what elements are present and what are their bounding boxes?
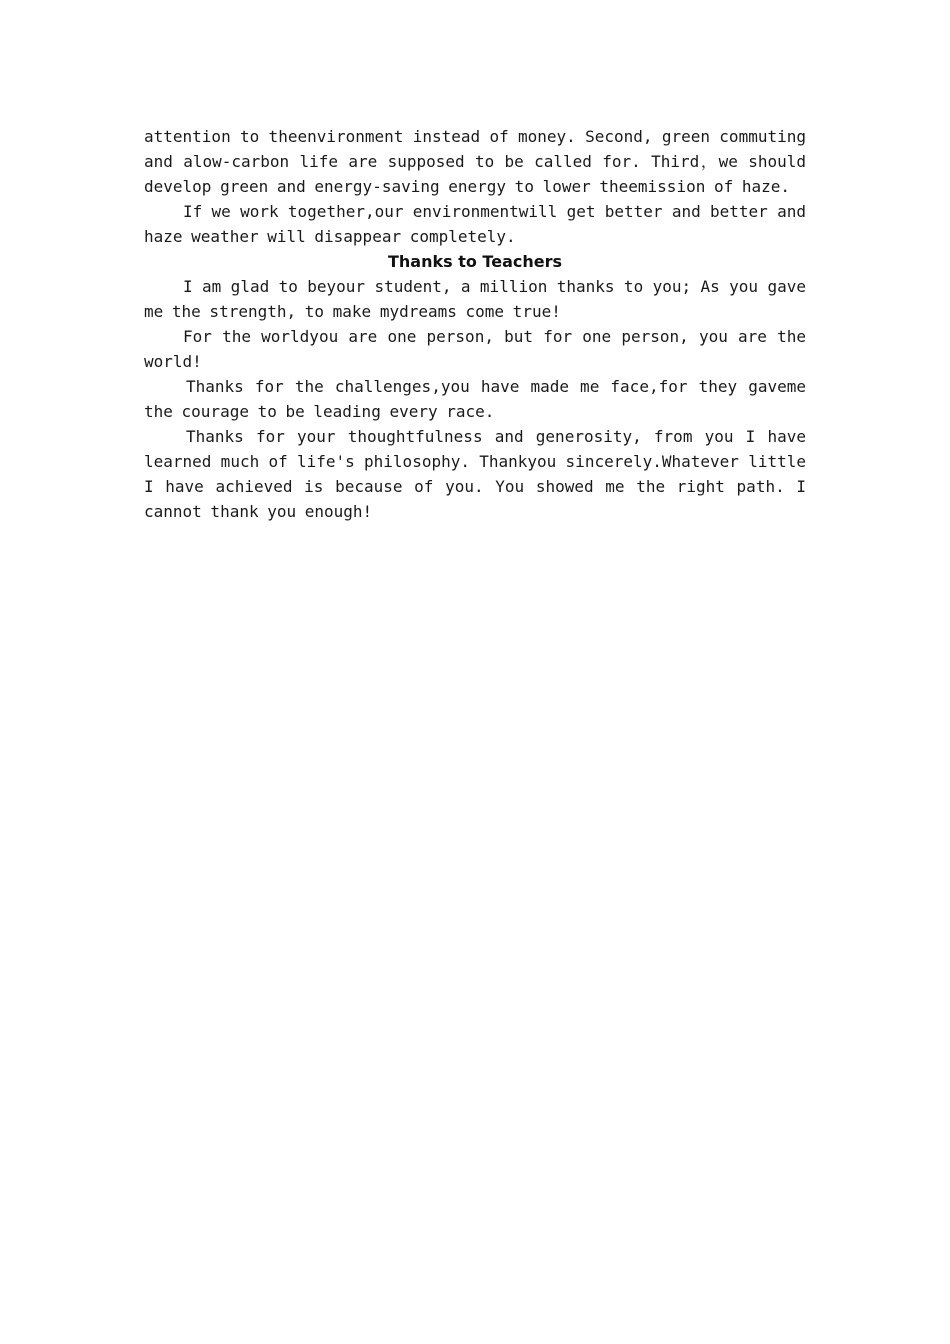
paragraph-glad-student: I am glad to beyour student, a million thanks to you; As you gave me the strength, to make mydreams come true! bbox=[144, 277, 806, 321]
paragraph-work-together: If we work together,our environmentwill get better and better and haze weather will disappear completely. bbox=[144, 202, 806, 246]
paragraph-thoughtfulness: Thanks for your thoughtfulness and generosity, from you I have learned much of life's philosophy. Thankyou sincerely.Whatever little I have achieved is because of you. You showed me the right path. I cannot thank you enough! bbox=[144, 427, 806, 521]
paragraph-challenges: Thanks for the challenges,you have made me face,for they gaveme the courage to be leading every race. bbox=[144, 377, 806, 421]
paragraph-environment-continued: attention to theenvironment instead of money. Second, green commuting and alow-carbon life are supposed to be called for. Third，we should develop green and energy-saving energy to lower theemission of haze. bbox=[144, 127, 806, 196]
paragraph-one-person: For the worldyou are one person, but for one person, you are the world! bbox=[144, 327, 806, 371]
document-page bbox=[144, 124, 806, 524]
section-heading: Thanks to Teachers bbox=[387, 252, 562, 271]
